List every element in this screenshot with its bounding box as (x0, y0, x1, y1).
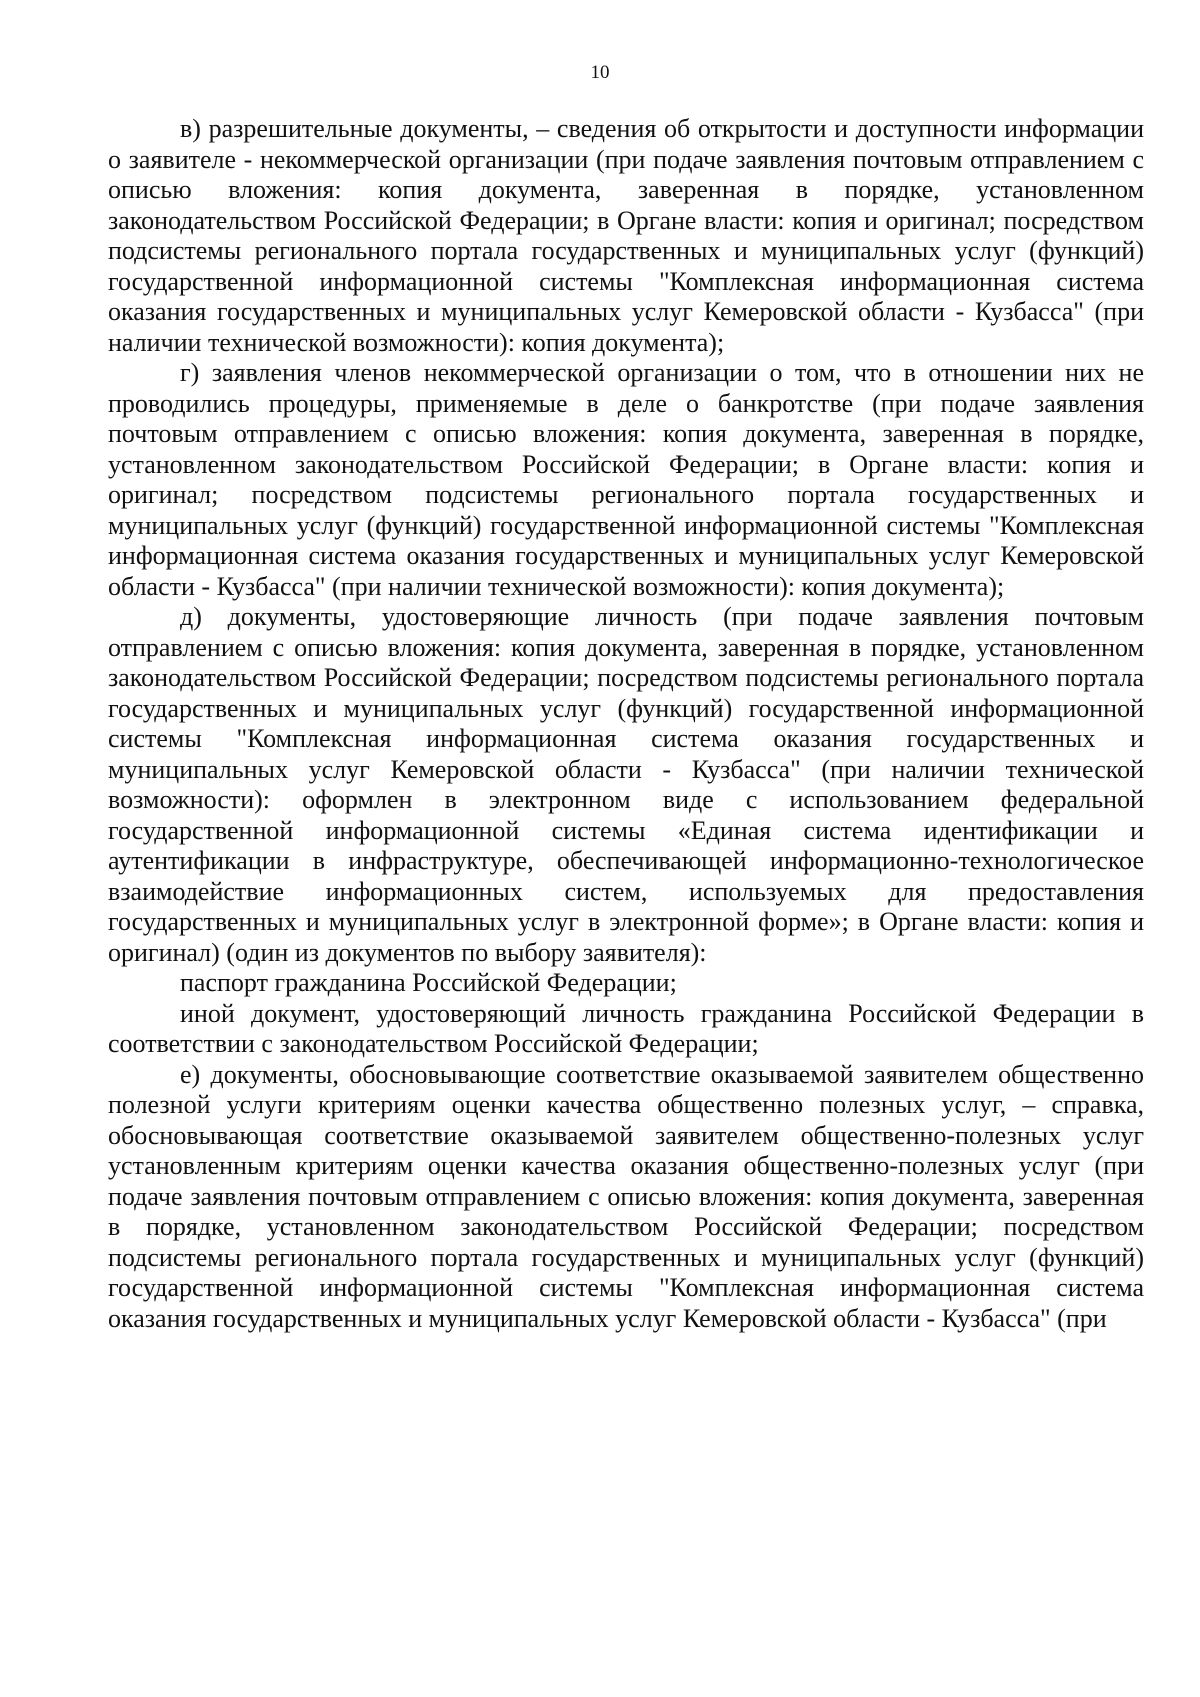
paragraph-other-id-document: иной документ, удостоверяющий личность гражданина Российской Федерации в соответствии с законодательством Российской Федерации; (108, 998, 1144, 1058)
page-number: 10 (590, 62, 610, 83)
paragraph-e-quality-documents: е) документы, обосновывающие соответствие оказываемой заявителем общественно полезной услуги критериям оценки качества общественно полезных услуг, – справка, обосновывающая соответствие оказываемой заявителем общественно-полезных услуг установленным критериям оценки качества оказания общественно-полезных услуг (при подаче заявления почтовым отправлением с описью вложения: копия документа, заверенная в порядке, установленном законодательством Российской Федерации; посредством подсистемы регионального портала государственных и муниципальных услуг (функций) государственной информационной системы "Комплексная информационная система оказания государственных и муниципальных услуг Кемеровской области - Кузбасса" (при (108, 1059, 1144, 1333)
paragraph-g-member-statements: г) заявления членов некоммерческой организации о том, что в отношении них не проводились процедуры, применяемые в деле о банкротстве (при подаче заявления почтовым отправлением с описью вложения: копия документа, заверенная в порядке, установленном законодательством Российской Федерации; в Органе власти: копия и оригинал; посредством подсистемы регионального портала государственных и муниципальных услуг (функций) государственной информационной системы "Комплексная информационная система оказания государственных и муниципальных услуг Кемеровской области - Кузбасса" (при наличии технической возможности): копия документа); (108, 358, 1144, 601)
paragraph-passport: паспорт гражданина Российской Федерации; (180, 968, 677, 997)
paragraph-d-identity-documents: д) документы, удостоверяющие личность (при подаче заявления почтовым отправлением с описью вложения: копия документа, заверенная в порядке, установленном законодательством Российской Федерации; посредством подсистемы регионального портала государственных и муниципальных услуг (функций) государственной информационной системы "Комплексная информационная система оказания государственных и муниципальных услуг Кемеровской области - Кузбасса" (при наличии технической возможности): оформлен в электронном виде с использованием федеральной государственной информационной системы «Единая система идентификации и аутентификации в инфраструктуре, обеспечивающей информационно-технологическое взаимодействие информационных систем, используемых для предоставления государственных и муниципальных услуг в электронной форме»; в Органе власти: копия и оригинал) (один из документов по выбору заявителя): (108, 602, 1144, 967)
document-body (108, 114, 1144, 1334)
paragraph-v-permits: в) разрешительные документы, – сведения об открытости и доступности информации о заявителе - некоммерческой организации (при подаче заявления почтовым отправлением с описью вложения: копия документа, заверенная в порядке, установленном законодательством Российской Федерации; в Органе власти: копия и оригинал; посредством подсистемы регионального портала государственных и муниципальных услуг (функций) государственной информационной системы "Комплексная информационная система оказания государственных и муниципальных услуг Кемеровской области - Кузбасса" (при наличии технической возможности): копия документа); (108, 114, 1144, 357)
